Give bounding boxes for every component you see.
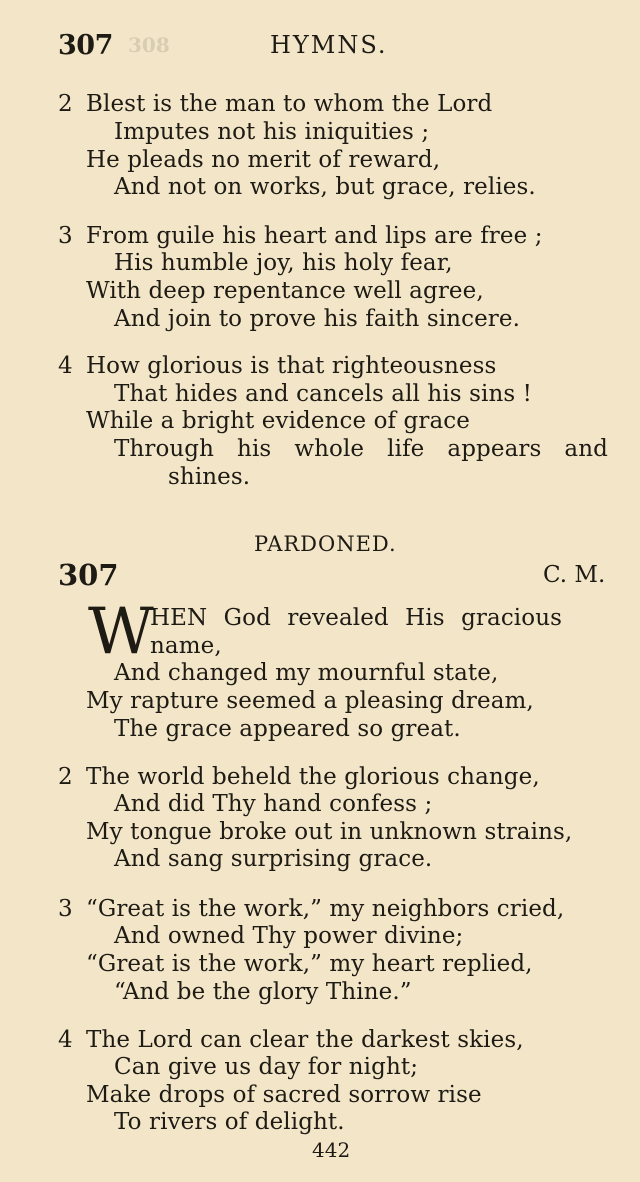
verse-line: And owned Thy power divine; <box>114 923 464 949</box>
verse-line: “Great is the work,” my heart replied, <box>86 951 533 977</box>
verse-line: And did Thy hand confess ; <box>114 791 433 817</box>
verse-line: From guile his heart and lips are free ; <box>86 223 543 249</box>
hymn-meter: C. M. <box>543 562 606 588</box>
verse-line: And join to prove his faith sincere. <box>114 306 521 332</box>
stanza-number: 2 <box>58 764 73 790</box>
verse-line: That hides and cancels all his sins ! <box>114 381 533 407</box>
verse-line: “Great is the work,” my neighbors cried, <box>86 896 565 922</box>
verse-line: The Lord can clear the darkest skies, <box>86 1027 524 1053</box>
verse-line: How glorious is that righteousness <box>86 353 497 379</box>
verse-line: The world beheld the glorious change, <box>86 764 540 790</box>
verse-line: HEN God revealed His gracious <box>150 605 563 631</box>
page-number: 442 <box>312 1138 351 1162</box>
verse-line: Imputes not his iniquities ; <box>114 119 430 145</box>
verse-line: And changed my mournful state, <box>114 660 499 686</box>
running-hymn-number: 307 <box>58 30 113 61</box>
stanza-number: 3 <box>58 896 73 922</box>
verse-line-continuation: name, <box>150 633 222 659</box>
verse-line: “And be the glory Thine.” <box>114 979 412 1005</box>
verse-line: My tongue broke out in unknown strains, <box>86 819 573 845</box>
verse-word: appears <box>447 436 542 462</box>
verse-word: his <box>237 436 272 462</box>
stanza-number: 4 <box>58 353 73 379</box>
verse-line: His humble joy, his holy fear, <box>114 250 453 276</box>
verse-word: and <box>564 436 608 462</box>
hymn-number: 307 <box>58 558 119 592</box>
verse-line: The grace appeared so great. <box>114 716 461 742</box>
drop-cap: W <box>88 595 154 669</box>
stanza-number: 2 <box>58 91 73 117</box>
verse-line-continuation: shines. <box>168 464 251 490</box>
verse-line: Can give us day for night; <box>114 1054 419 1080</box>
verse-line: With deep repentance well agree, <box>86 278 484 304</box>
verse-line: And not on works, but grace, relies. <box>114 174 536 200</box>
verse-line: While a bright evidence of grace <box>86 408 470 434</box>
verse-line-justified <box>114 435 608 463</box>
hymn-title: PARDONED. <box>254 532 397 556</box>
verse-line: And sang surprising grace. <box>114 846 433 872</box>
verse-line: To rivers of delight. <box>114 1109 345 1135</box>
verse-line: My rapture seemed a pleasing dream, <box>86 688 534 714</box>
stanza-number: 3 <box>58 223 73 249</box>
verse-line: Make drops of sacred sorrow rise <box>86 1082 482 1108</box>
verse-line: Blest is the man to whom the Lord <box>86 91 493 117</box>
verse-word: life <box>387 436 425 462</box>
running-title: HYMNS. <box>270 31 388 59</box>
verse-word: whole <box>294 436 365 462</box>
bleed-through-mark: 308 <box>128 33 170 57</box>
verse-line: He pleads no merit of reward, <box>86 147 441 173</box>
stanza-number: 4 <box>58 1027 73 1053</box>
verse-line-words: Through <box>114 436 215 462</box>
